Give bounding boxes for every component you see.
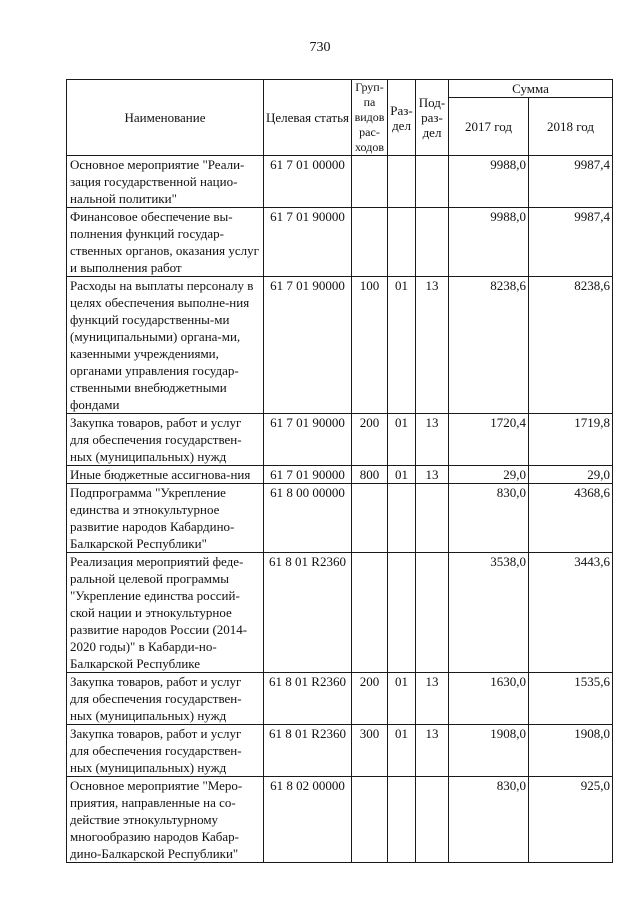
cell-group: 200 <box>352 414 388 466</box>
cell-group: 800 <box>352 466 388 484</box>
header-2017: 2017 год <box>449 97 529 155</box>
cell-2018: 9987,4 <box>529 208 613 277</box>
table-body <box>67 156 613 863</box>
header-section: Раз-дел <box>388 80 416 156</box>
header-group: Груп-па видов рас-ходов <box>352 80 388 156</box>
cell-group <box>352 208 388 277</box>
cell-2018: 1719,8 <box>529 414 613 466</box>
cell-target: 61 7 01 90000 <box>264 277 352 414</box>
cell-2018: 1535,6 <box>529 673 613 725</box>
cell-subsection: 13 <box>416 725 449 777</box>
cell-name: Иные бюджетные ассигнова-ния <box>67 466 264 484</box>
cell-section <box>388 777 416 863</box>
page-number: 730 <box>309 40 331 55</box>
table-row <box>67 673 613 725</box>
header-2018: 2018 год <box>529 97 613 155</box>
cell-2018: 925,0 <box>529 777 613 863</box>
table-row <box>67 777 613 863</box>
cell-section <box>388 208 416 277</box>
cell-name: Основное мероприятие "Реали-зация государственной нацио-нальной политики" <box>67 156 264 208</box>
cell-section <box>388 553 416 673</box>
cell-name: Основное мероприятие "Меро-приятия, направленные на со-действие этнокультурному многообразию народов Кабар-дино-Балкарской Республики" <box>67 777 264 863</box>
cell-group <box>352 777 388 863</box>
cell-name: Подпрограмма "Укрепление единства и этнокультурное развитие народов Кабардино-Балкарской Республики" <box>67 484 264 553</box>
cell-subsection: 13 <box>416 414 449 466</box>
cell-subsection: 13 <box>416 466 449 484</box>
cell-group <box>352 156 388 208</box>
cell-target: 61 8 01 R2360 <box>264 673 352 725</box>
cell-2018: 29,0 <box>529 466 613 484</box>
table-row <box>67 466 613 484</box>
cell-2017: 1630,0 <box>449 673 529 725</box>
table-row <box>67 414 613 466</box>
cell-name: Реализация мероприятий феде-ральной целевой программы "Укрепление единства россий-ской нации и этнокультурное развитие народов России (2014-2020 годы)" в Кабарди-но-Балкарской Республике <box>67 553 264 673</box>
cell-name: Закупка товаров, работ и услуг для обеспечения государствен-ных (муниципальных) нужд <box>67 673 264 725</box>
cell-group <box>352 484 388 553</box>
cell-name: Расходы на выплаты персоналу в целях обеспечения выполне-ния функций государственны-ми (муниципальными) органа-ми, казенными учреждениями, органами управления государ-ственными внебюджетными фондами <box>67 277 264 414</box>
cell-2018: 8238,6 <box>529 277 613 414</box>
cell-2017: 1908,0 <box>449 725 529 777</box>
cell-target: 61 8 02 00000 <box>264 777 352 863</box>
cell-2017: 3538,0 <box>449 553 529 673</box>
cell-2018: 4368,6 <box>529 484 613 553</box>
table-row <box>67 725 613 777</box>
budget-table <box>66 79 613 863</box>
cell-section: 01 <box>388 725 416 777</box>
cell-group <box>352 553 388 673</box>
cell-name: Финансовое обеспечение вы-полнения функций государ-ственных органов, оказания услуг и выполнения работ <box>67 208 264 277</box>
cell-subsection <box>416 484 449 553</box>
cell-subsection <box>416 156 449 208</box>
table-row <box>67 156 613 208</box>
cell-section: 01 <box>388 466 416 484</box>
table-row <box>67 484 613 553</box>
cell-subsection: 13 <box>416 673 449 725</box>
cell-2017: 830,0 <box>449 484 529 553</box>
header-name: Наименование <box>67 80 264 156</box>
table-row <box>67 553 613 673</box>
cell-name: Закупка товаров, работ и услуг для обеспечения государствен-ных (муниципальных) нужд <box>67 725 264 777</box>
cell-2017: 29,0 <box>449 466 529 484</box>
cell-group: 100 <box>352 277 388 414</box>
cell-target: 61 8 00 00000 <box>264 484 352 553</box>
cell-section: 01 <box>388 414 416 466</box>
cell-2018: 9987,4 <box>529 156 613 208</box>
table-row <box>67 208 613 277</box>
cell-2018: 3443,6 <box>529 553 613 673</box>
cell-subsection: 13 <box>416 277 449 414</box>
cell-2017: 8238,6 <box>449 277 529 414</box>
cell-section <box>388 484 416 553</box>
cell-name: Закупка товаров, работ и услуг для обеспечения государствен-ных (муниципальных) нужд <box>67 414 264 466</box>
cell-target: 61 7 01 00000 <box>264 156 352 208</box>
header-target-text: Целевая статья <box>265 110 349 125</box>
cell-2017: 9988,0 <box>449 208 529 277</box>
cell-target: 61 7 01 90000 <box>264 414 352 466</box>
cell-subsection <box>416 777 449 863</box>
cell-group: 200 <box>352 673 388 725</box>
cell-subsection <box>416 553 449 673</box>
header-subsection: Под-раз-дел <box>416 80 449 156</box>
cell-section: 01 <box>388 277 416 414</box>
cell-target: 61 7 01 90000 <box>264 208 352 277</box>
cell-target: 61 8 01 R2360 <box>264 725 352 777</box>
cell-target: 61 7 01 90000 <box>264 466 352 484</box>
cell-subsection <box>416 208 449 277</box>
header-sum: Сумма <box>449 80 613 98</box>
cell-2017: 9988,0 <box>449 156 529 208</box>
header-target <box>264 80 352 156</box>
cell-2017: 830,0 <box>449 777 529 863</box>
cell-group: 300 <box>352 725 388 777</box>
cell-target: 61 8 01 R2360 <box>264 553 352 673</box>
table-row <box>67 277 613 414</box>
cell-section <box>388 156 416 208</box>
cell-2017: 1720,4 <box>449 414 529 466</box>
cell-2018: 1908,0 <box>529 725 613 777</box>
cell-section: 01 <box>388 673 416 725</box>
